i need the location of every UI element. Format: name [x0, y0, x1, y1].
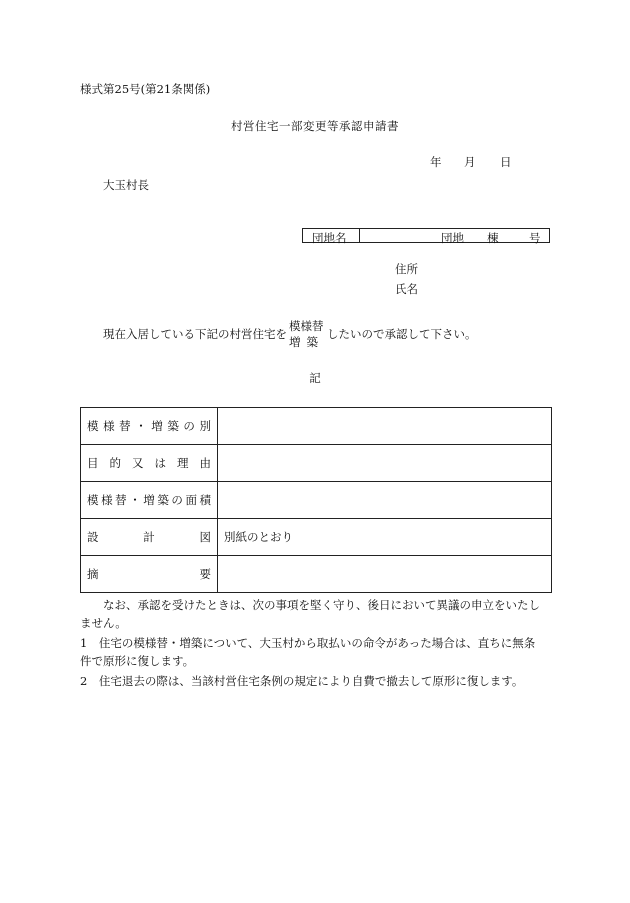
housing-label: 団地名 [312, 231, 347, 245]
row-label [81, 482, 218, 519]
gou-label: 号 [529, 231, 541, 245]
label-char: ・ [129, 493, 141, 507]
label-char: 築 [157, 493, 169, 507]
note-item1-line2: 件で原形に復します。 [80, 654, 195, 668]
label-char: 積 [199, 493, 211, 507]
row-label-text [87, 529, 211, 545]
note-intro-line2: ません。 [80, 616, 127, 630]
note-intro-line1: なお、承認を受けたときは、次の事項を堅く守り、後日において異議の申立をいたし [103, 598, 540, 612]
label-char: 増 [143, 493, 155, 507]
row-label-text [87, 418, 211, 434]
document-title: 村営住宅一部変更等承認申請書 [231, 119, 399, 133]
housing-label-cell [303, 229, 360, 245]
label-char: 由 [199, 456, 211, 470]
row-value [218, 556, 552, 593]
row-label-text [87, 455, 211, 471]
date-month-label: 月 [464, 155, 476, 169]
row-label [81, 556, 218, 593]
row-label [81, 408, 218, 445]
housing-complex-box [302, 228, 550, 243]
detail-table [80, 407, 552, 593]
table-row [81, 519, 552, 556]
row-label-text [87, 566, 211, 582]
label-char: 的 [109, 456, 121, 470]
label-char: 計 [143, 530, 155, 544]
label-char: 築 [167, 419, 179, 433]
address-label: 住所 [395, 262, 418, 276]
option-extension: 増築 [289, 335, 324, 349]
row-label-text [87, 492, 211, 508]
note-item2: 2 住宅退去の際は、当該村営住宅条例の規定により自費で撤去して原形に復します。 [80, 674, 524, 688]
row-value [218, 445, 552, 482]
label-char: 様 [103, 419, 115, 433]
tou-label: 棟 [487, 231, 499, 245]
label-char: 面 [185, 493, 197, 507]
label-char: 様 [101, 493, 113, 507]
label-char: 替 [119, 419, 131, 433]
addressee: 大玉村長 [103, 178, 149, 192]
label-char: 増 [151, 419, 163, 433]
table-row [81, 445, 552, 482]
label-char: の [171, 493, 183, 507]
label-char: 目 [87, 456, 99, 470]
request-prefix: 現在入居している下記の村営住宅を [103, 327, 287, 341]
label-char: 又 [132, 456, 144, 470]
label-char: 図 [199, 530, 211, 544]
label-char: 模 [87, 493, 99, 507]
option-renovation: 模様替 [289, 319, 324, 333]
label-char: 理 [177, 456, 189, 470]
danchi-label: 団地 [441, 231, 464, 245]
date-year-label: 年 [430, 155, 442, 169]
ki-heading: 記 [309, 371, 321, 385]
table-row [81, 556, 552, 593]
form-number: 様式第25号(第21条関係) [80, 82, 211, 96]
label-char: 摘 [87, 567, 99, 581]
note-item1-line1: 1 住宅の模様替・増築について、大玉村から取払いの命令があった場合は、直ちに無条 [80, 636, 536, 650]
row-value [218, 408, 552, 445]
table-row [81, 408, 552, 445]
date-day-label: 日 [500, 155, 512, 169]
row-label [81, 519, 218, 556]
label-char: は [154, 456, 166, 470]
label-char: 別 [199, 419, 211, 433]
label-char: 模 [87, 419, 99, 433]
row-value: 別紙のとおり [218, 519, 552, 556]
label-char: 要 [199, 567, 211, 581]
table-row [81, 482, 552, 519]
label-char: 替 [115, 493, 127, 507]
name-label: 氏名 [395, 282, 418, 296]
row-label [81, 445, 218, 482]
label-char: ・ [135, 419, 147, 433]
row-value [218, 482, 552, 519]
request-suffix: したいので承認して下さい。 [327, 327, 477, 341]
label-char: 設 [87, 530, 99, 544]
label-char: の [183, 419, 195, 433]
